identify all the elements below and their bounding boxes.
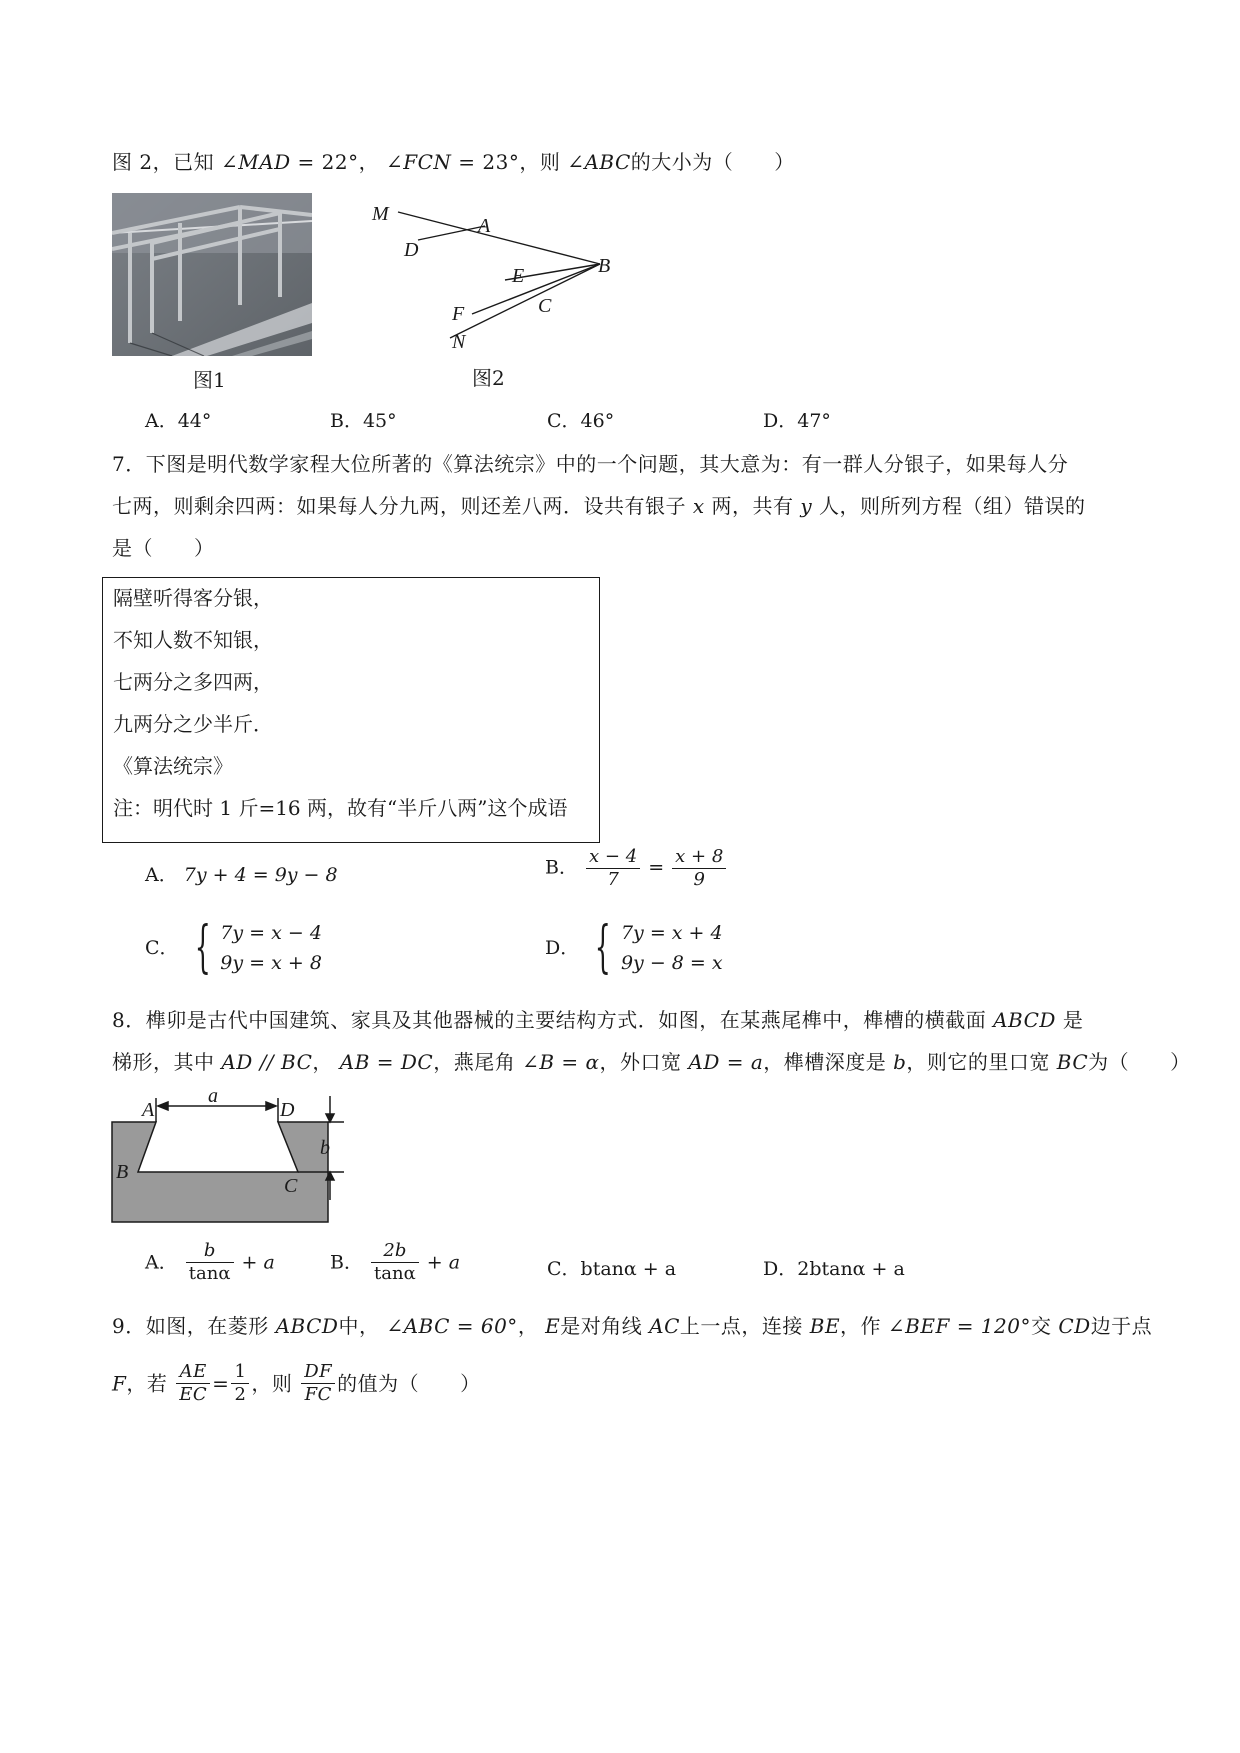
label-a: A: [142, 1099, 155, 1121]
q7-poem-box: [102, 577, 600, 843]
fig1-caption: 图1: [193, 368, 226, 392]
q7-option-c: C． { 7y = x − 4 9y = x + 8: [145, 915, 322, 980]
label-e: E: [512, 265, 525, 287]
q6-option-c: C．46°: [547, 410, 615, 432]
poem-line-2: 不知人数不知银，: [113, 628, 273, 652]
q7-option-a: A． 7y + 4 = 9y − 8: [145, 864, 338, 886]
label-d: D: [280, 1099, 295, 1121]
angle-fcn: ∠FCN: [385, 150, 452, 174]
poem-source: 《算法统宗》: [113, 754, 233, 778]
q7-stem-line3: 是（ ）: [112, 536, 215, 560]
fig1-railing-photo: [112, 193, 312, 356]
q7-stem-line1: 7．下图是明代数学家程大位所著的《算法统宗》中的一个问题，其大意为：有一群人分银子，如果每人分: [112, 452, 1069, 476]
q8-stem-line1: 8．榫卯是古代中国建筑、家具及其他器械的主要结构方式．如图，在某燕尾榫中，榫槽的横截面 ABCD 是: [112, 1008, 1084, 1032]
q6-stem: 图 2，已知 ∠MAD = 22°， ∠FCN = 23°，则 ∠ABC的大小为（ ）: [112, 150, 795, 174]
q8-dovetail-diagram: [108, 1092, 368, 1230]
label-a: A: [478, 215, 491, 237]
q6-option-b: B．45°: [330, 410, 397, 432]
q6-option-d: D．47°: [763, 410, 831, 432]
fig2-angle-diagram: [360, 198, 640, 358]
poem-line-1: 隔壁听得客分银，: [113, 586, 273, 610]
angle-abc: ∠ABC: [567, 150, 631, 174]
q8-stem-line2: 梯形，其中 AD // BC， AB = DC，燕尾角 ∠B = α，外口宽 AD = a，榫槽深度是 b，则它的里口宽 BC为（ ）: [112, 1050, 1191, 1074]
brace-icon: {: [194, 915, 211, 980]
q8-option-d: D．2btanα + a: [763, 1258, 905, 1280]
q7-stem-line2: 七两，则剩余四两：如果每人分九两，则还差八两．设共有银子 x 两，共有 y 人，则所列方程（组）错误的: [112, 494, 1086, 518]
q9-stem-line1: 9．如图，在菱形 ABCD中， ∠ABC = 60°， E是对角线 AC上一点，连接 BE，作 ∠BEF = 120°交 CD边于点: [112, 1314, 1153, 1338]
label-a-width: a: [208, 1092, 218, 1107]
label-b-depth: b: [320, 1137, 330, 1159]
label-c: C: [538, 295, 552, 317]
q8-option-a: A． $\frac{b}{\tan\alpha}$ + a: [145, 1240, 275, 1284]
label-m: M: [372, 203, 389, 225]
q7-option-d: D． { 7y = x + 4 9y − 8 = x: [545, 915, 723, 980]
q7-option-b: B． $\frac{x - 4}{7}$ = $\frac{x + 8}{9}$: [545, 846, 728, 891]
q9-stem-line2: F，若 $\frac{AE}{EC}$ = $\frac{1}{2}$ ，则 $\frac{DF}{FC}$ 的值为（ ）: [112, 1361, 481, 1405]
label-c: C: [284, 1175, 298, 1197]
label-n: N: [452, 331, 466, 353]
angle-mad: ∠MAD: [220, 150, 291, 174]
q8-option-b: B． $\frac{2b}{\tan\alpha}$ + a: [330, 1240, 461, 1284]
label-b: B: [116, 1161, 129, 1183]
label-d: D: [404, 239, 419, 261]
q6-option-a: A．44°: [145, 410, 212, 432]
label-f: F: [452, 303, 465, 325]
brace-icon: {: [595, 915, 612, 980]
fig2-caption: 图2: [472, 366, 505, 390]
poem-line-4: 九两分之少半斤．: [113, 712, 273, 736]
poem-line-3: 七两分之多四两，: [113, 670, 273, 694]
poem-note: 注：明代时 1 斤=16 两，故有“半斤八两”这个成语: [113, 796, 568, 820]
label-b: B: [598, 255, 611, 277]
q8-option-c: C．btanα + a: [547, 1258, 677, 1280]
